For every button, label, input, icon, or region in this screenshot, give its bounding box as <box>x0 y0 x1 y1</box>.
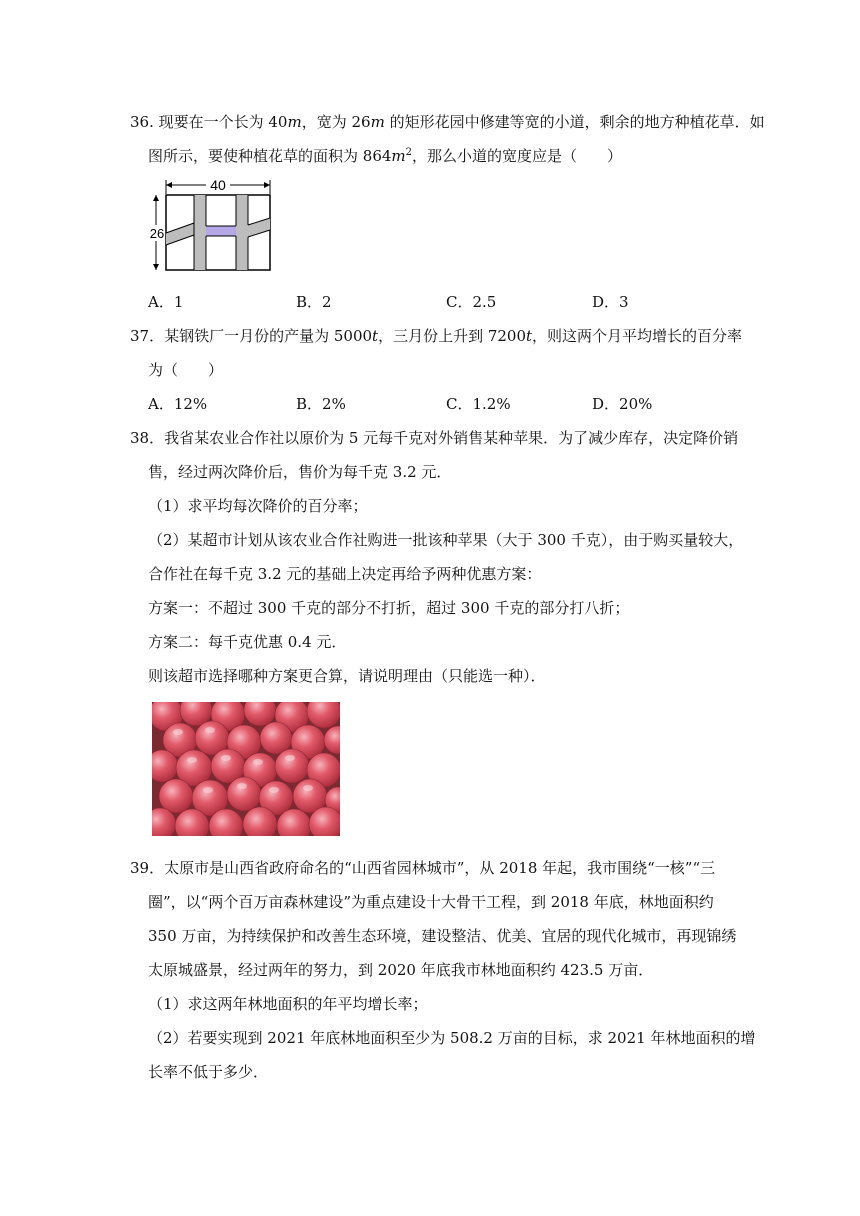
q39-line3: 350 万亩，为持续保护和改善生态环境，建设整洁、优美、宜居的现代化城市，再现锦绣 <box>148 927 737 945</box>
q37-line2: 为（ ） <box>148 361 224 379</box>
option-d: D．20% <box>592 395 653 413</box>
unit-var: t <box>526 327 533 345</box>
q36-text: ，宽为 26 <box>301 113 371 131</box>
option-c: C．2.5 <box>446 293 497 311</box>
q38-part1: （1）求平均每次降价的百分率； <box>148 497 368 515</box>
option-b: B．2% <box>296 395 346 413</box>
q38-line2: 售，经过两次降价后，售价为每千克 3.2 元． <box>148 463 452 481</box>
q36-text: 图所示，要使种植花草的面积为 864 <box>148 147 392 165</box>
q38-line1: 38．我省某农业合作社以原价为 5 元每千克对外销售某种苹果．为了减少库存，决定降价销 <box>130 429 739 447</box>
superscript: 2 <box>405 147 413 158</box>
unit-var: m <box>370 113 385 131</box>
unit-var: m <box>391 147 406 165</box>
option-d: D．3 <box>592 293 629 311</box>
q36-text: 36. 现要在一个长为 40 <box>130 113 288 131</box>
q38-part2-line1: （2）某超市计划从该农业合作社购进一批该种苹果（大于 300 千克），由于购买量较大， <box>148 531 744 549</box>
option-a: A．12% <box>148 395 208 413</box>
unit-var: t <box>372 327 379 345</box>
q36-line2 <box>148 146 622 166</box>
q39-part1: （1）求这两年林地面积的年平均增长率； <box>148 995 428 1013</box>
option-a: A．1 <box>148 293 184 311</box>
dim-top-label: 40 <box>210 178 226 193</box>
q38-ask: 则该超市选择哪种方案更合算，请说明理由（只能选一种）． <box>148 667 546 685</box>
q36-text: 的矩形花园中修建等宽的小道，剩余的地方种植花草．如 <box>384 113 765 131</box>
option-c: C．1.2% <box>446 395 511 413</box>
q36-text: ，那么小道的宽度应是（ ） <box>412 147 623 165</box>
q39-line2: 圈”，以“两个百万亩森林建设”为重点建设十大骨干工程，到 2018 年底，林地面积约 <box>148 893 714 911</box>
q37-line1 <box>130 326 742 346</box>
unit-var: m <box>287 113 302 131</box>
option-b: B．2 <box>296 293 332 311</box>
q38-plan1: 方案一：不超过 300 千克的部分不打折，超过 300 千克的部分打八折； <box>148 599 630 617</box>
apples-photo <box>152 702 340 836</box>
q37-text: ，则这两个月平均增长的百分率 <box>532 327 743 345</box>
q39-part2-line2: 长率不低于多少． <box>148 1063 269 1081</box>
q39-part2-line1: （2）若要实现到 2021 年底林地面积至少为 508.2 万亩的目标，求 2021 年林地面积的增 <box>148 1029 756 1047</box>
q37-text: ，三月份上升到 7200 <box>378 327 527 345</box>
garden-path-figure <box>148 178 278 276</box>
q38-plan2: 方案二：每千克优惠 0.4 元． <box>148 633 347 651</box>
q39-line4: 太原城盛景，经过两年的努力，到 2020 年底我市林地面积约 423.5 万亩． <box>148 961 654 979</box>
q36-line1 <box>130 112 765 132</box>
q39-line1: 39．太原市是山西省政府命名的“山西省园林城市”，从 2018 年起，我市围绕“一核”“三 <box>130 859 716 877</box>
q37-text: 37．某钢铁厂一月份的产量为 5000 <box>130 327 373 345</box>
dim-left-label: 26 <box>149 226 165 241</box>
q38-part2-line2: 合作社在每千克 3.2 元的基础上决定再给予两种优惠方案： <box>148 565 542 583</box>
